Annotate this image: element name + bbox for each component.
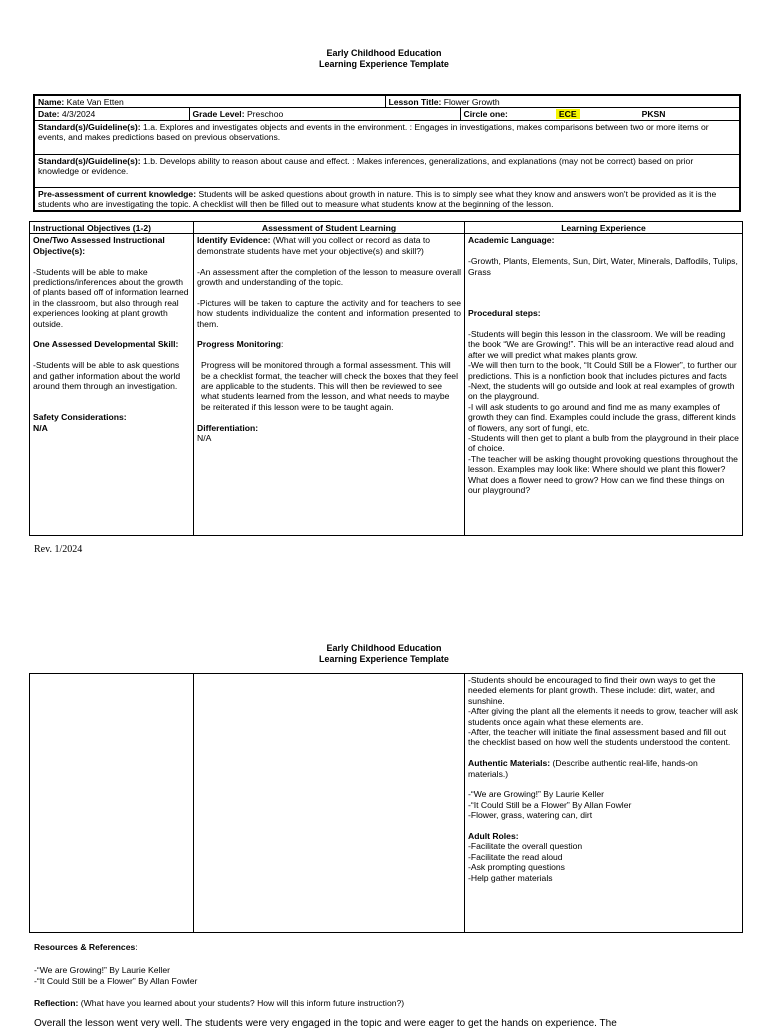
ece-highlight: ECE [556,109,580,119]
material-item: -Flower, grass, watering can, dirt [468,810,593,821]
procedural-step: -After, the teacher will initiate the final assessment based and fill out the checklist based on how well the students understood the content. [468,727,731,748]
col-header-assessment: Assessment of Student Learning [194,222,465,234]
page2-title: Early Childhood Education [326,643,442,653]
reflection-heading: Reflection: (What have you learned about your students? How will this inform future instruction?) [34,998,405,1008]
standard1-cell: Standard(s)/Guideline(s): 1.a. Explores and investigates objects and events in the environment. : Engages in investigations, makes comparisons between two or more items or events, and makes predictions based on previous observations. [34,120,740,154]
assessment-cell-cont [194,674,465,933]
date-row [34,108,740,120]
page-subtitle: Learning Experience Template [319,59,449,69]
resource-item: -“We are Growing!” By Laurie Keller [34,965,170,975]
date-cell: Date: 4/3/2024 [34,108,189,120]
material-item: -“It Could Still be a Flower” By Allan Fowler [468,799,632,810]
content-row [30,234,743,536]
preassessment-row [34,187,740,210]
page-title: Early Childhood Education [326,48,442,58]
procedural-step: -Students will then get to plant a bulb from the playground in their place of choice. [468,433,739,454]
resources-heading: Resources & References: [34,942,138,952]
column-header-row [30,222,743,234]
col-header-experience: Learning Experience [465,222,743,234]
procedural-step: -We will then turn to the book, “It Could Still be a Flower”, to further our predictions. This is a nonfiction book that includes pictures and facts [468,360,737,381]
role-item: -Facilitate the overall question [468,841,583,852]
procedural-step: -Next, the students will go outside and look at real examples of growth on the playground. [468,381,735,402]
reflection-text: Overall the lesson went very well. The students were very engaged in the topic and were eager to get the hands on experience. The [34,1019,617,1029]
header-table [33,94,741,212]
pksn-option: PKSN [641,109,666,120]
learning-experience-cell: Academic Language: -Growth, Plants, Elements, Sun, Dirt, Water, Minerals, Daffodils, Tulips, Grass Procedural steps: -Students will begin this lesson in the classroom. We will be reading the book “We are Growing!”. This will be an interactive read aloud and after we will predict what makes plants grow. -We will then turn to the book, “It Could Still be a Flower”, to further our predictions. This is a nonfiction book that includes pictures and facts -Next, the students will go outside and look at real examples of growth on the playground. -I will ask students to go around and find me as many examples of growth they can find. Examples could include the grass, different kinds of flowers, any sort of fungi, etc. -Students will then get to plant a bulb from the playground in their place of choice. -The teacher will be asking thought provoking questions throughout the lesson. Examples may look like: Where should we plant this flower? What does a flower need to grow? How can we find these things on our playground? [465,234,743,536]
lesson-title-cell: Lesson Title: Flower Growth [385,95,740,108]
standard2-cell: Standard(s)/Guideline(s): 1.b. Develops ability to reason about cause and effect. : Makes inferences, generalizations, and explanations (may not be correct) based on prior knowledge or evidence. [34,154,740,187]
resource-item: -“It Could Still be a Flower” By Allan Fowler [34,976,198,986]
role-item: -Facilitate the read aloud [468,851,563,862]
continuation-row [30,674,743,933]
procedural-step: -Students should be encouraged to find their own ways to get the needed elements for plant growth. These include: dirt, water, and sunshine. [468,675,716,706]
learning-experience-cell-cont: -Students should be encouraged to find their own ways to get the needed elements for plant growth. These include: dirt, water, and sunshine. -After giving the plant all the elements it needs to grow, teacher will ask students once again what these elements are. -After, the teacher will initiate the final assessment based and fill out the checklist based on how well the students understood the content. Authentic Materials: (Describe authentic real-life, hands-on materials.) -“We are Growing!” By Laurie Keller -“It Could Still be a Flower” By Allan Fowler -Flower, grass, watering can, dirt Adult Roles: -Facilitate the overall question -Facilitate the read aloud -Ask prompting questions -Help gather materials [465,674,743,933]
objectives-cell: One/Two Assessed Instructional Objective(s): -Students will be able to make predictions/inferences about the growth of plants based off of information learned in the classroom, but also through real experiences looking at plant growth outside. One Assessed Developmental Skill: -Students will be able to ask questions and gather information about the world around them through an investigation. Safety Considerations: N/A [30,234,194,536]
name-row [34,95,740,108]
continuation-table [29,673,743,933]
name-cell: Name: Kate Van Etten [34,95,385,108]
col-header-objectives: Instructional Objectives (1-2) [30,222,194,234]
revision-note: Rev. 1/2024 [34,544,83,555]
role-item: -Ask prompting questions [468,862,565,873]
circle-one-cell: Circle one: ECE PKSN [460,108,740,120]
preassessment-cell: Pre-assessment of current knowledge: Students will be asked questions about growth in nature. This is to simply see what they know and answers won't be provided as it is the students who are investigating the topic. A checklist will then be filled out to measure what students know at the beginning of the lesson. [34,187,740,210]
standard2-row [34,154,740,187]
procedural-step: -Students will begin this lesson in the classroom. We will be reading the book “We are Growing!”. This will be an interactive read aloud and after we will predict what makes plants grow. [468,328,734,360]
procedural-step: -I will ask students to go around and find me as many examples of growth they can find. Examples could include the grass, different kinds of flowers, any sort of fungi, etc. [468,401,736,433]
role-item: -Help gather materials [468,872,553,883]
page2-subtitle: Learning Experience Template [319,654,449,664]
procedural-step: -After giving the plant all the elements it needs to grow, teacher will ask students once again what these elements are. [468,706,738,727]
assessment-cell: Identify Evidence: (What will you collect or record as data to demonstrate students have met your objective(s) and skill?) -An assessment after the completion of the lesson to measure overall growth and understanding of the topic. -Pictures will be taken to capture the activity and for teachers to see how students individualize the content and information presented to them. Progress Monitoring: Progress will be monitored through a formal assessment. This will be a checklist format, the teacher will check the boxes that they feel are applicable to the students. This will then be reviewed to see what students learned from the lesson, and what needs to maybe be reiterated if this lesson were to be taught again. Differentiation: N/A [194,234,465,536]
procedural-step: -The teacher will be asking thought provoking questions throughout the lesson. Examples may look like: Where should we plant this flower? What does a flower need to grow? How can we find these things on our playground? [468,453,738,496]
material-item: -“We are Growing!” By Laurie Keller [468,789,604,800]
main-table [29,221,743,536]
standard1-row [34,120,740,154]
grade-level-cell: Grade Level: Preschoo [189,108,460,120]
objectives-cell-cont [30,674,194,933]
